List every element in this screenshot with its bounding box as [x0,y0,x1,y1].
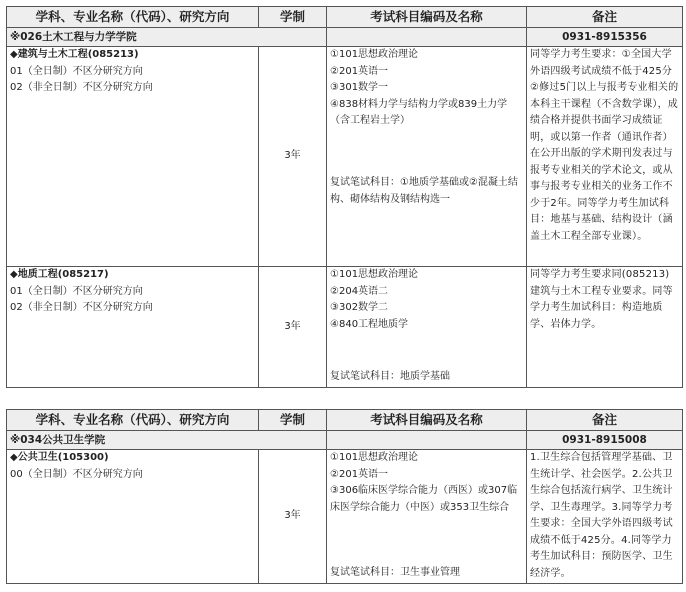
program-cell [7,47,259,267]
table-header-row [7,410,683,431]
subject-item: ③301数学一 [330,82,389,93]
school-spacer [327,431,527,450]
program-duration: 3年 [259,450,327,584]
program-title: ◆公共卫生(105300) [10,452,109,463]
subjects-cell [327,267,527,388]
school-phone: 0931-8915356 [527,28,683,47]
header-subjects: 考试科目编码及名称 [327,410,527,431]
subject-item: ①101思想政治理论 [330,49,419,60]
header-subjects: 考试科目编码及名称 [327,7,527,28]
program-duration: 3年 [259,47,327,267]
program-row [7,267,683,388]
subject-item: ②201英语一 [330,468,389,480]
direction-item: 02（非全日制）不区分研究方向 [10,302,153,313]
school-name: ※026土木工程与力学学院 [7,28,327,47]
school-row [7,28,683,47]
program-title: ◆地质工程(085217) [10,269,109,280]
admissions-table-civil [6,6,683,388]
notes-cell: 同等学力考生要求同(085213)建筑与土木工程专业要求。同等学力考生加试科目：构造地质学、岩体力学。 [527,267,683,388]
subject-item: ①101思想政治理论 [330,452,419,463]
subject-item: ③306临床医学综合能力（西医）或307临床医学综合能力（中医）或353卫生综合 [330,485,518,513]
retest-subjects: 复试笔试科目：地质学基础 [330,370,450,382]
subject-item: ①101思想政治理论 [330,269,419,280]
header-notes: 备注 [527,7,683,28]
direction-item: 00（全日制）不区分研究方向 [10,468,143,480]
header-program: 学科、专业名称（代码）、研究方向 [7,410,259,431]
subject-item: ④840工程地质学 [330,318,409,330]
direction-item: 01（全日制）不区分研究方向 [10,65,143,77]
school-spacer [327,28,527,47]
school-row [7,431,683,450]
notes-cell: 1.卫生综合包括管理学基础、卫生统计学、社会医学。2.公共卫生综合包括流行病学、卫生统计学、卫生毒理学。3.同等学力考生要求：全国大学外语四级考试成绩不低于425分。4.同等学力考生加试科目：预防医学、卫生经济学。 [527,450,683,584]
header-duration: 学制 [259,410,327,431]
direction-item: 02（非全日制）不区分研究方向 [10,82,153,93]
program-cell [7,267,259,388]
table-header-row [7,7,683,28]
school-phone: 0931-8915008 [527,431,683,450]
subject-item: ④838材料力学与结构力学或839土力学（含工程岩土学） [330,98,508,126]
subjects-cell [327,450,527,584]
program-duration: 3年 [259,267,327,388]
admissions-table-public-health [6,409,683,584]
program-cell [7,450,259,584]
header-notes: 备注 [527,410,683,431]
program-row [7,47,683,267]
header-program: 学科、专业名称（代码）、研究方向 [7,7,259,28]
notes-cell: 同等学力考生要求：①全国大学外语四级考试成绩不低于425分②修过5门以上与报考专业相关的本科主干课程（不含数学课），成绩合格并提供书面学习成绩证明，或以第一作者（通讯作者）在公开出版的学术期刊发表过与报考专业相关的学术论文，或从事与报考专业相关的业务工作不少于2年。同等学力考生加试科目：地基与基础、结构设计（涵盖土木工程全部专业课）。 [527,47,683,267]
direction-item: 01（全日制）不区分研究方向 [10,285,143,297]
retest-subjects: 复试笔试科目：①地质学基础或②混凝土结构、砌体结构及钢结构选一 [330,177,518,205]
subjects-cell [327,47,527,267]
program-row [7,450,683,584]
subject-item: ②201英语一 [330,65,389,77]
header-duration: 学制 [259,7,327,28]
subject-item: ③302数学二 [330,302,389,313]
subject-item: ②204英语二 [330,285,389,297]
school-name: ※034公共卫生学院 [7,431,327,450]
program-title: ◆建筑与土木工程(085213) [10,49,139,60]
retest-subjects: 复试笔试科目：卫生事业管理 [330,566,460,578]
